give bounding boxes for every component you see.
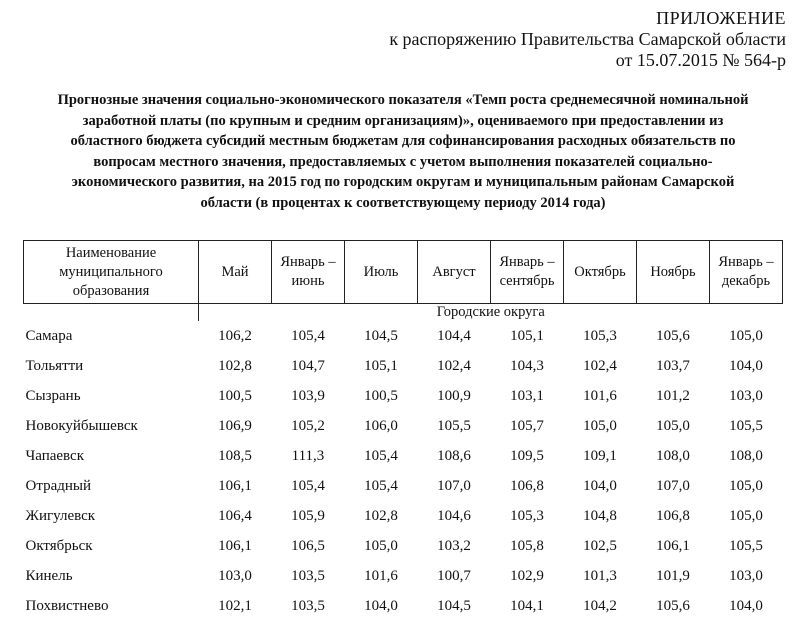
growth-value: 106,8	[637, 501, 710, 531]
data-table	[23, 240, 783, 621]
growth-value: 104,7	[272, 351, 345, 381]
column-header-line: муниципального	[26, 263, 196, 282]
table-row	[24, 411, 783, 441]
growth-value: 106,4	[199, 501, 272, 531]
growth-value: 105,6	[637, 591, 710, 621]
column-header-period	[564, 241, 637, 304]
growth-value: 104,4	[418, 321, 491, 351]
growth-value: 104,8	[564, 501, 637, 531]
table-row	[24, 531, 783, 561]
municipality-name: Самара	[24, 321, 199, 351]
growth-value: 106,9	[199, 411, 272, 441]
growth-value: 106,5	[272, 531, 345, 561]
growth-value: 105,7	[491, 411, 564, 441]
growth-value: 106,0	[345, 411, 418, 441]
growth-value: 105,9	[272, 501, 345, 531]
growth-value: 104,6	[418, 501, 491, 531]
column-header-period	[418, 241, 491, 304]
growth-value: 105,4	[272, 471, 345, 501]
municipality-name: Сызрань	[24, 381, 199, 411]
growth-value: 105,0	[710, 321, 783, 351]
growth-value: 105,0	[710, 471, 783, 501]
column-header-line: июнь	[274, 272, 342, 291]
growth-value: 109,5	[491, 441, 564, 471]
growth-value: 102,9	[491, 561, 564, 591]
column-header-line: Ноябрь	[639, 263, 707, 282]
document-header	[389, 8, 786, 71]
growth-value: 102,1	[199, 591, 272, 621]
growth-value: 105,3	[564, 321, 637, 351]
growth-value: 106,2	[199, 321, 272, 351]
growth-value: 103,0	[199, 561, 272, 591]
growth-value: 100,5	[199, 381, 272, 411]
title-line: Прогнозные значения социально-экономического показателя «Темп роста среднемесячной номинальной	[28, 90, 778, 111]
municipality-name: Тольятти	[24, 351, 199, 381]
column-header-period	[345, 241, 418, 304]
growth-value: 107,0	[418, 471, 491, 501]
growth-value: 101,6	[345, 561, 418, 591]
growth-value: 109,1	[564, 441, 637, 471]
growth-value: 105,0	[710, 501, 783, 531]
title-line: вопросам местного значения, предоставляемых с учетом выполнения показателей социально-	[28, 152, 778, 173]
growth-value: 105,1	[345, 351, 418, 381]
growth-value: 101,3	[564, 561, 637, 591]
growth-value: 111,3	[272, 441, 345, 471]
growth-value: 100,5	[345, 381, 418, 411]
growth-value: 104,5	[418, 591, 491, 621]
growth-value: 104,0	[710, 351, 783, 381]
table-row	[24, 561, 783, 591]
growth-value: 104,1	[491, 591, 564, 621]
data-table-wrapper	[23, 240, 783, 621]
growth-value: 105,5	[710, 531, 783, 561]
growth-value: 104,0	[345, 591, 418, 621]
table-row	[24, 501, 783, 531]
municipality-name: Жигулевск	[24, 501, 199, 531]
section-spacer	[24, 304, 199, 322]
growth-value: 108,6	[418, 441, 491, 471]
column-header-line: Июль	[347, 263, 415, 282]
growth-value: 100,9	[418, 381, 491, 411]
growth-value: 105,4	[345, 441, 418, 471]
section-row	[24, 304, 783, 322]
growth-value: 102,4	[418, 351, 491, 381]
growth-value: 101,2	[637, 381, 710, 411]
growth-value: 106,1	[637, 531, 710, 561]
table-header-row	[24, 241, 783, 304]
growth-value: 104,3	[491, 351, 564, 381]
growth-value: 102,8	[345, 501, 418, 531]
growth-value: 105,2	[272, 411, 345, 441]
decree-date-number: от 15.07.2015 № 564-р	[389, 50, 786, 71]
growth-value: 103,0	[710, 561, 783, 591]
growth-value: 104,5	[345, 321, 418, 351]
municipality-name: Октябрьск	[24, 531, 199, 561]
growth-value: 100,7	[418, 561, 491, 591]
growth-value: 106,1	[199, 471, 272, 501]
growth-value: 106,8	[491, 471, 564, 501]
table-row	[24, 591, 783, 621]
table-row	[24, 351, 783, 381]
growth-value: 104,0	[710, 591, 783, 621]
title-line: заработной платы (по крупным и средним организациям)», оцениваемого при предоставлении из	[28, 111, 778, 132]
column-header-line: Май	[201, 263, 269, 282]
column-header-period	[491, 241, 564, 304]
municipality-name: Похвистнево	[24, 591, 199, 621]
growth-value: 101,9	[637, 561, 710, 591]
municipality-name: Кинель	[24, 561, 199, 591]
column-header-name	[24, 241, 199, 304]
growth-value: 105,4	[345, 471, 418, 501]
growth-value: 107,0	[637, 471, 710, 501]
column-header-line: декабрь	[712, 272, 780, 291]
growth-value: 108,0	[710, 441, 783, 471]
column-header-line: Август	[420, 263, 488, 282]
decree-reference: к распоряжению Правительства Самарской области	[389, 29, 786, 50]
column-header-line: сентябрь	[493, 272, 561, 291]
column-header-period	[199, 241, 272, 304]
column-header-line: Январь –	[712, 253, 780, 272]
growth-value: 103,9	[272, 381, 345, 411]
section-title: Городские округа	[199, 304, 783, 322]
growth-value: 101,6	[564, 381, 637, 411]
table-body	[24, 304, 783, 621]
table-row	[24, 321, 783, 351]
growth-value: 105,8	[491, 531, 564, 561]
column-header-line: Январь –	[493, 253, 561, 272]
growth-value: 105,1	[491, 321, 564, 351]
growth-value: 103,5	[272, 591, 345, 621]
growth-value: 105,4	[272, 321, 345, 351]
column-header-line: Октябрь	[566, 263, 634, 282]
table-row	[24, 441, 783, 471]
growth-value: 102,5	[564, 531, 637, 561]
title-line: области (в процентах к соответствующему периоду 2014 года)	[28, 193, 778, 214]
column-header-period	[637, 241, 710, 304]
growth-value: 105,3	[491, 501, 564, 531]
title-line: областного бюджета субсидий местным бюджетам для софинансирования расходных обязательств по	[28, 131, 778, 152]
table-row	[24, 471, 783, 501]
title-line: экономического развития, на 2015 год по городским округам и муниципальным районам Самарской	[28, 172, 778, 193]
growth-value: 102,8	[199, 351, 272, 381]
column-header-line: образования	[26, 282, 196, 301]
growth-value: 103,7	[637, 351, 710, 381]
column-header-period	[710, 241, 783, 304]
growth-value: 105,5	[710, 411, 783, 441]
growth-value: 103,2	[418, 531, 491, 561]
column-header-line: Наименование	[26, 244, 196, 263]
growth-value: 105,6	[637, 321, 710, 351]
growth-value: 105,0	[637, 411, 710, 441]
column-header-period	[272, 241, 345, 304]
column-header-line: Январь –	[274, 253, 342, 272]
growth-value: 105,0	[345, 531, 418, 561]
growth-value: 103,5	[272, 561, 345, 591]
appendix-label: ПРИЛОЖЕНИЕ	[389, 8, 786, 29]
growth-value: 103,0	[710, 381, 783, 411]
growth-value: 104,2	[564, 591, 637, 621]
growth-value: 106,1	[199, 531, 272, 561]
growth-value: 105,5	[418, 411, 491, 441]
municipality-name: Чапаевск	[24, 441, 199, 471]
growth-value: 102,4	[564, 351, 637, 381]
growth-value: 104,0	[564, 471, 637, 501]
table-row	[24, 381, 783, 411]
municipality-name: Новокуйбышевск	[24, 411, 199, 441]
growth-value: 108,0	[637, 441, 710, 471]
growth-value: 105,0	[564, 411, 637, 441]
growth-value: 108,5	[199, 441, 272, 471]
growth-value: 103,1	[491, 381, 564, 411]
document-title	[28, 90, 778, 213]
municipality-name: Отрадный	[24, 471, 199, 501]
